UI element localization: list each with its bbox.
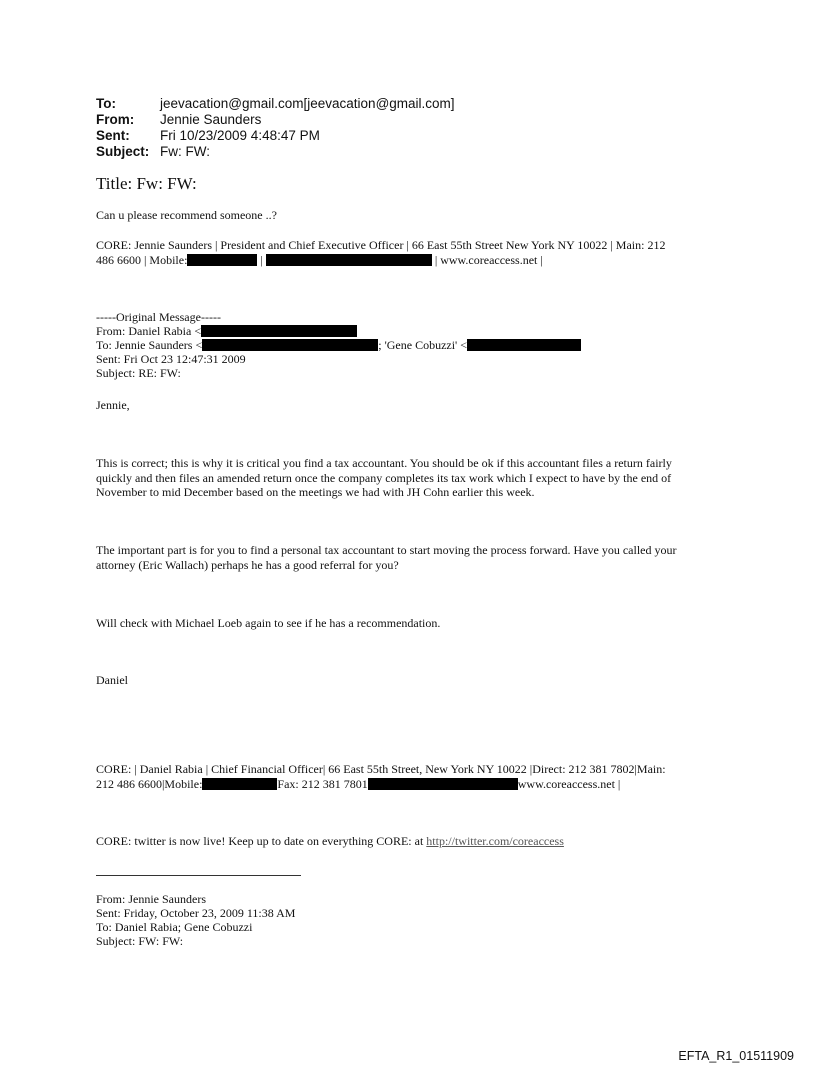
paragraph-1-line-2: quickly and then files an amended return once the company completes its tax work which I expect to have by the end of <box>96 470 672 485</box>
to-value: jeevacation@gmail.com[jeevacation@gmail.com] <box>160 96 455 111</box>
header-subject-row <box>96 144 455 160</box>
paragraph-1-line-3: November to mid December based on the meetings we had with JH Cohn earlier this week. <box>96 485 535 499</box>
separator: | <box>260 252 263 267</box>
original-message-header <box>96 310 726 380</box>
sent-value: Fri 10/23/2009 4:48:47 PM <box>160 128 320 143</box>
signoff: Daniel <box>96 673 128 687</box>
original-from-text: From: Daniel Rabia < <box>96 324 202 338</box>
twitter-line <box>96 834 726 849</box>
paragraph-3: Will check with Michael Loeb again to see if he has a recommendation. <box>96 616 441 630</box>
redaction-block <box>201 325 357 337</box>
forwarded-to: To: Daniel Rabia; Gene Cobuzzi <box>96 920 253 934</box>
original-to <box>96 338 726 352</box>
from-label: From: <box>96 112 135 127</box>
original-sent: Sent: Fri Oct 23 12:47:31 2009 <box>96 352 246 366</box>
fax-text: Fax: 212 381 7801 <box>277 776 368 791</box>
jennie-signature-line1: CORE: Jennie Saunders | President and Chief Executive Officer | 66 East 55th Street New York NY 10022 | Main: 212 <box>96 238 666 252</box>
greeting: Jennie, <box>96 398 130 412</box>
from-value: Jennie Saunders <box>160 112 262 127</box>
original-from <box>96 324 726 338</box>
subject-label: Subject: <box>96 144 150 159</box>
redaction-block <box>368 778 518 790</box>
header-from-row <box>96 112 455 128</box>
header-sent-row <box>96 128 455 144</box>
document-id: EFTA_R1_01511909 <box>678 1049 794 1063</box>
subject-value: Fw: FW: <box>160 144 210 159</box>
redaction-block <box>467 339 581 351</box>
jennie-signature <box>96 238 726 267</box>
website-text: www.coreaccess.net | <box>517 776 621 791</box>
paragraph-2 <box>96 543 726 572</box>
paragraph-1 <box>96 456 726 500</box>
original-to-cc-text: ; 'Gene Cobuzzi' < <box>378 338 467 352</box>
sent-label: Sent: <box>96 128 130 143</box>
redaction-block <box>202 339 378 351</box>
jennie-signature-line2 <box>96 253 726 268</box>
forwarded-subject: Subject: FW: FW: <box>96 934 184 948</box>
request-line: Can u please recommend someone ..? <box>96 208 277 222</box>
message-title: Title: Fw: FW: <box>96 174 197 193</box>
daniel-signature-line1: CORE: | Daniel Rabia | Chief Financial Officer| 66 East 55th Street, New York NY 10022 |Direct: 212 381 7802|Main: <box>96 762 666 776</box>
daniel-signature-line2 <box>96 777 726 792</box>
forwarded-from: From: Jennie Saunders <box>96 892 206 906</box>
original-subject: Subject: RE: FW: <box>96 366 181 380</box>
header-to-row <box>96 96 455 112</box>
original-to-text: To: Jennie Saunders < <box>96 338 203 352</box>
redaction-block <box>187 254 257 266</box>
paragraph-2-line-1: The important part is for you to find a personal tax accountant to start moving the process forward. Have you called your <box>96 543 677 557</box>
mobile-label: 212 486 6600|Mobile: <box>96 776 203 791</box>
to-label: To: <box>96 96 116 111</box>
website-text: | www.coreaccess.net | <box>434 252 543 267</box>
paragraph-1-line-1: This is correct; this is why it is critical you find a tax accountant. You should be ok if this accountant files a return fairly <box>96 456 672 470</box>
forwarded-sent: Sent: Friday, October 23, 2009 11:38 AM <box>96 906 296 920</box>
redaction-block <box>266 254 432 266</box>
forwarded-header <box>96 892 726 948</box>
original-marker: -----Original Message----- <box>96 310 221 324</box>
twitter-text: CORE: twitter is now live! Keep up to date on everything CORE: at <box>96 834 427 848</box>
mobile-label: 486 6600 | Mobile: <box>96 252 188 267</box>
paragraph-2-line-2: attorney (Eric Wallach) perhaps he has a good referral for you? <box>96 557 399 572</box>
daniel-signature <box>96 762 726 791</box>
redaction-block <box>202 778 277 790</box>
twitter-link[interactable]: http://twitter.com/coreaccess <box>426 834 564 848</box>
divider-line <box>96 875 301 876</box>
email-header <box>96 96 455 160</box>
